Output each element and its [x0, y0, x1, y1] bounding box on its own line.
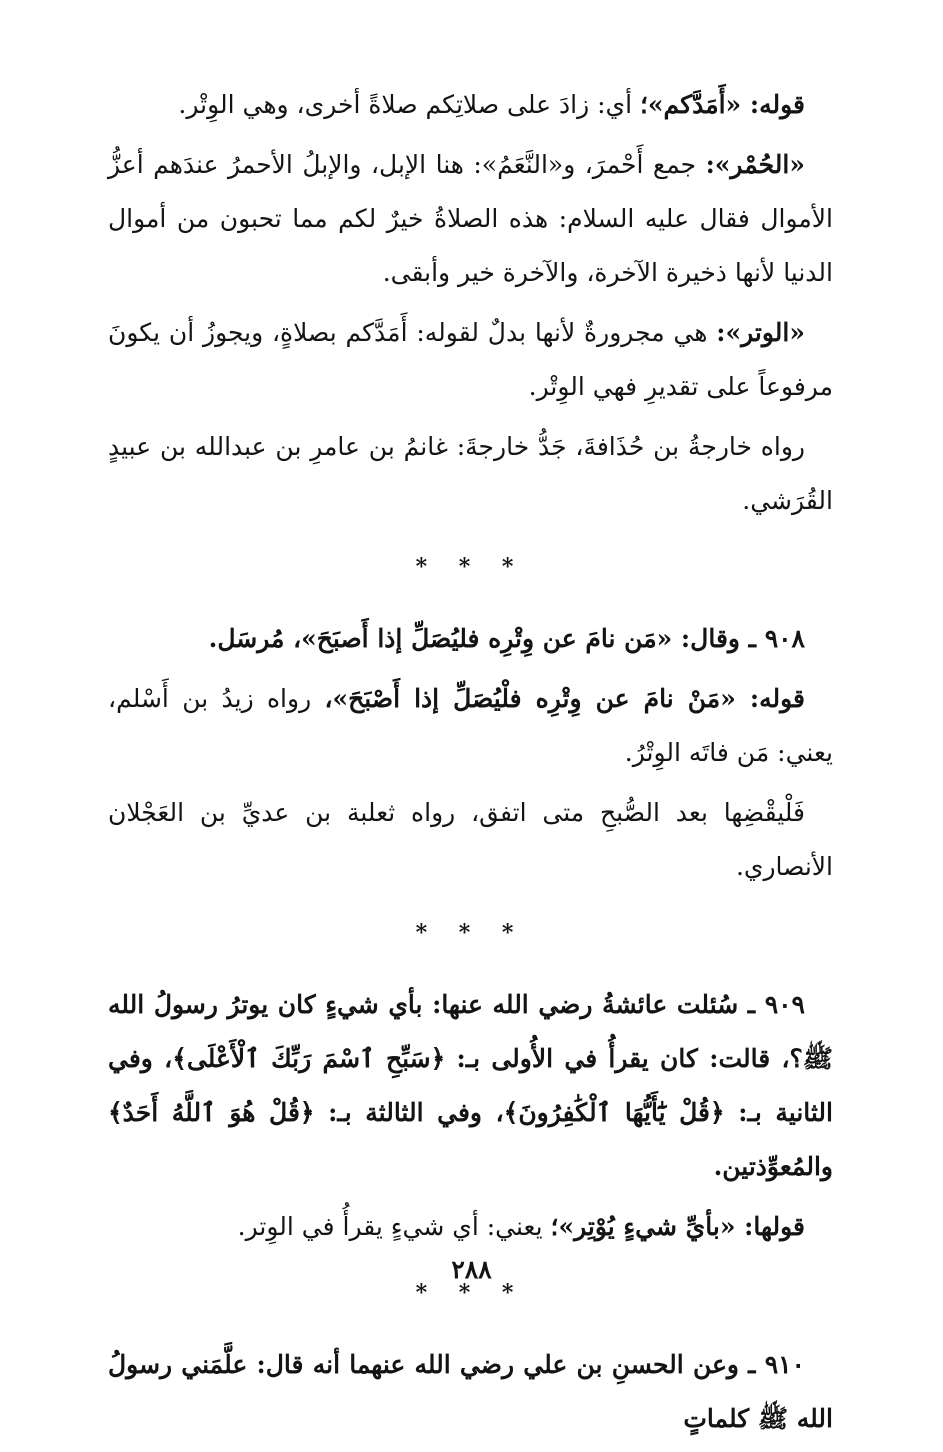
- paragraph-commentary-909: [108, 1200, 833, 1254]
- paragraph-lead: قوله: «أَمَدَّكم»؛: [639, 90, 805, 119]
- page-number: ٢٨٨: [451, 1255, 492, 1284]
- paragraph-text: رواه خارجةُ بن حُذَافةَ، جَدُّ خارجةَ: غانمُ بن عامرِ بن عبدالله بن عبيدٍ القُرَشي.: [108, 432, 833, 515]
- hadith-909: [108, 978, 833, 1194]
- paragraph-narrator: [108, 420, 833, 528]
- paragraph-lead: قولها: «بأيِّ شيءٍ يُوْتِر»؛: [550, 1212, 805, 1241]
- paragraph-text: يعني: أي شيءٍ يقرأُ في الوِتر.: [237, 1212, 551, 1241]
- paragraph-lead: ٩٠٨ ـ وقال: «مَن نامَ عن وِتْرِه فليُصَلِّ إذا أَصبَحَ»، مُرسَل.: [208, 624, 805, 653]
- paragraph-amaddakum: [108, 78, 833, 132]
- paragraph-text: فَلْيقْضِها بعد الصُّبحِ متى اتفق، رواه ثعلبة بن عديِّ بن العَجْلان الأنصاري.: [108, 798, 833, 881]
- paragraph-text: رواه زيدُ بن أَسْلم، يعني: مَن فاتَه الوِتْرُ.: [108, 684, 833, 767]
- page-body: [108, 78, 833, 1452]
- section-separator: * * *: [415, 554, 526, 580]
- paragraph-lead: قوله: «مَنْ نامَ عن وِتْرِه فلْيُصَلِّ إذا أَصْبَحَ»،: [324, 684, 806, 713]
- paragraph-text: أي: زادَ على صلاتِكم صلاةً أخرى، وهي الوِتْر.: [178, 90, 640, 119]
- paragraph-commentary-908: [108, 672, 833, 780]
- paragraph-lead: «الوتر»:: [716, 318, 805, 347]
- paragraph-lead: ٩١٠ ـ وعن الحسنِ بن علي رضي الله عنهما أنه قال: علَّمَني رسولُ الله ﷺ كلماتٍ: [108, 1350, 833, 1433]
- paragraph-humr: [108, 138, 833, 300]
- section-separator: * * *: [415, 920, 526, 946]
- paragraph-lead: «الحُمْر»:: [705, 150, 805, 179]
- paragraph-text: جمع أَحْمرَ، و«النَّعَمُ»: هنا الإبل، والإبلُ الأحمرُ عندَهم أعزُّ الأموال فقال عليه السلام: هذه الصلاةُ خيرٌ لكم مما تحبون من أموال الدنيا لأنها ذخيرة الآخرة، والآخرة خير وأبقى.: [108, 150, 833, 287]
- hadith-910: [108, 1338, 833, 1446]
- paragraph-lead: ٩٠٩ ـ سُئلت عائشةُ رضي الله عنها: بأي شيءٍ كان يوترُ رسولُ الله ﷺ؟، قالت: كان يقرأُ في الأُولى بـ: ﴿سَبِّحِ ٱسْمَ رَبِّكَ ٱلْأَعْلَى﴾، وفي الثانية بـ: ﴿قُلْ يَٰٓأَيُّهَا ٱلْكَٰفِرُونَ﴾، وفي الثالثة بـ: ﴿قُلْ هُوَ ٱللَّهُ أَحَدٌ﴾ والمُعوِّذتين.: [108, 990, 833, 1181]
- paragraph-qada: [108, 786, 833, 894]
- section-separator: * * *: [415, 1280, 526, 1306]
- paragraph-text: هي مجرورةٌ لأنها بدلٌ لقوله: أَمَدَّكم بصلاةٍ، ويجوزُ أن يكونَ مرفوعاً على تقديرِ فهي الوِتْر.: [108, 318, 833, 401]
- hadith-908: [108, 612, 833, 666]
- paragraph-witr: [108, 306, 833, 414]
